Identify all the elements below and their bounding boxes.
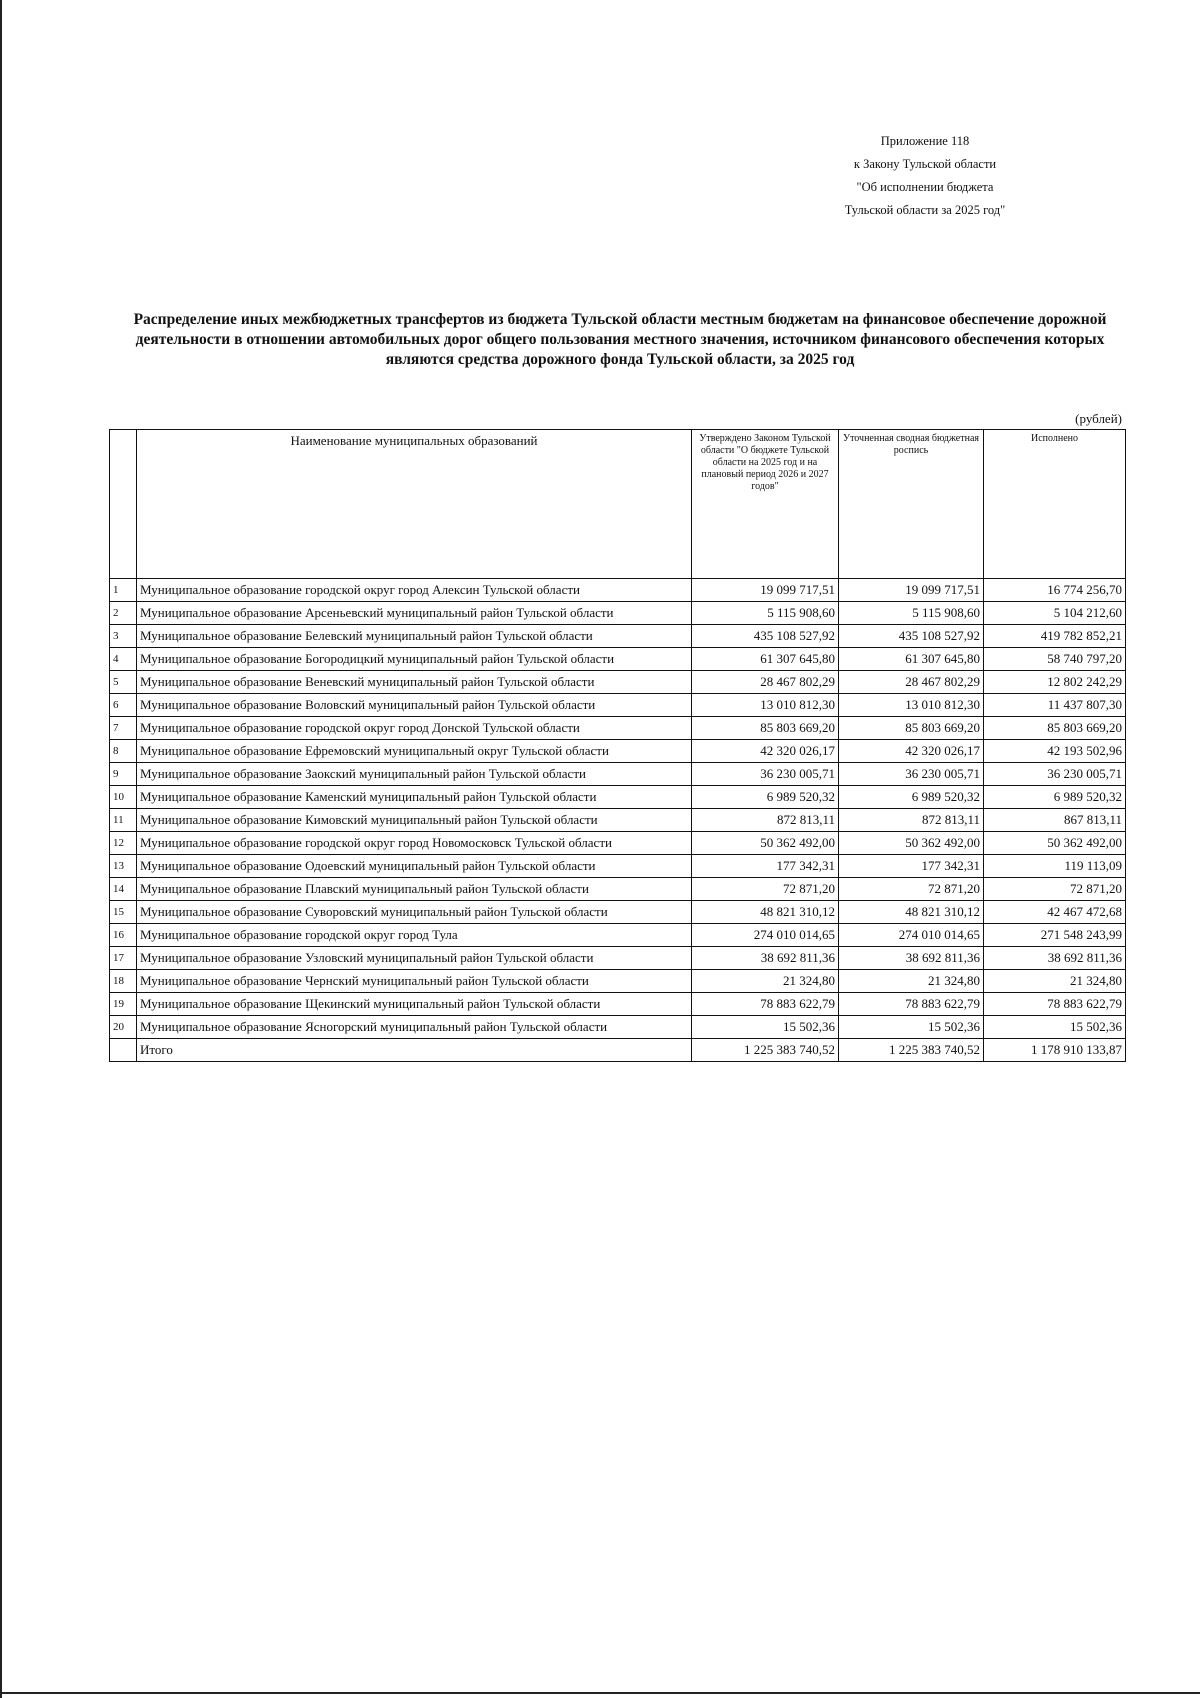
table-row [110, 832, 1126, 855]
municipality-name: Муниципальное образование Воловский муниципальный район Тульской области [137, 694, 692, 717]
row-number: 18 [110, 970, 137, 993]
row-number: 5 [110, 671, 137, 694]
table-row [110, 694, 1126, 717]
approved-amount: 13 010 812,30 [692, 694, 839, 717]
row-number: 7 [110, 717, 137, 740]
header-approved: Утверждено Законом Тульской области "О бюджете Тульской области на 2025 год и на плановый период 2026 и 2027 годов" [692, 430, 839, 579]
refined-amount: 177 342,31 [839, 855, 984, 878]
refined-amount: 36 230 005,71 [839, 763, 984, 786]
row-number: 15 [110, 901, 137, 924]
header-refined: Уточненная сводная бюджетная роспись [839, 430, 984, 579]
table-row [110, 671, 1126, 694]
executed-amount: 271 548 243,99 [984, 924, 1126, 947]
executed-amount: 119 113,09 [984, 855, 1126, 878]
municipality-name: Муниципальное образование городской округ город Тула [137, 924, 692, 947]
table-row [110, 970, 1126, 993]
refined-amount: 274 010 014,65 [839, 924, 984, 947]
table-row [110, 901, 1126, 924]
appendix-line-4: Тульской области за 2025 год" [844, 203, 1006, 217]
approved-amount: 78 883 622,79 [692, 993, 839, 1016]
total-refined: 1 225 383 740,52 [839, 1039, 984, 1062]
approved-amount: 435 108 527,92 [692, 625, 839, 648]
table-row [110, 855, 1126, 878]
table-row [110, 993, 1126, 1016]
municipality-name: Муниципальное образование Белевский муниципальный район Тульской области [137, 625, 692, 648]
approved-amount: 19 099 717,51 [692, 579, 839, 602]
executed-amount: 42 193 502,96 [984, 740, 1126, 763]
municipality-name: Муниципальное образование Арсеньевский муниципальный район Тульской области [137, 602, 692, 625]
table-row [110, 625, 1126, 648]
table-row [110, 924, 1126, 947]
executed-amount: 16 774 256,70 [984, 579, 1126, 602]
header-executed: Исполнено [984, 430, 1126, 579]
executed-amount: 11 437 807,30 [984, 694, 1126, 717]
approved-amount: 177 342,31 [692, 855, 839, 878]
refined-amount: 872 813,11 [839, 809, 984, 832]
row-number: 8 [110, 740, 137, 763]
row-number: 3 [110, 625, 137, 648]
refined-amount: 50 362 492,00 [839, 832, 984, 855]
row-number: 11 [110, 809, 137, 832]
row-number: 19 [110, 993, 137, 1016]
municipality-name: Муниципальное образование городской округ город Новомосковск Тульской области [137, 832, 692, 855]
refined-amount: 61 307 645,80 [839, 648, 984, 671]
municipality-name: Муниципальное образование Плавский муниципальный район Тульской области [137, 878, 692, 901]
executed-amount: 50 362 492,00 [984, 832, 1126, 855]
total-row [110, 1039, 1126, 1062]
table-row [110, 648, 1126, 671]
table-header [110, 430, 1126, 579]
row-number: 6 [110, 694, 137, 717]
municipality-name: Муниципальное образование Заокский муниципальный район Тульской области [137, 763, 692, 786]
approved-amount: 48 821 310,12 [692, 901, 839, 924]
refined-amount: 435 108 527,92 [839, 625, 984, 648]
appendix-line-3: "Об исполнении бюджета [856, 180, 994, 194]
table-footer [110, 1039, 1126, 1062]
table-row [110, 1016, 1126, 1039]
table-row [110, 786, 1126, 809]
row-number: 2 [110, 602, 137, 625]
table-row [110, 740, 1126, 763]
municipality-name: Муниципальное образование Ясногорский муниципальный район Тульской области [137, 1016, 692, 1039]
municipality-name: Муниципальное образование Щекинский муниципальный район Тульской области [137, 993, 692, 1016]
refined-amount: 78 883 622,79 [839, 993, 984, 1016]
approved-amount: 6 989 520,32 [692, 786, 839, 809]
executed-amount: 867 813,11 [984, 809, 1126, 832]
appendix-block [760, 130, 1090, 222]
executed-amount: 12 802 242,29 [984, 671, 1126, 694]
refined-amount: 85 803 669,20 [839, 717, 984, 740]
row-number: 17 [110, 947, 137, 970]
executed-amount: 15 502,36 [984, 1016, 1126, 1039]
executed-amount: 42 467 472,68 [984, 901, 1126, 924]
refined-amount: 15 502,36 [839, 1016, 984, 1039]
table-row [110, 602, 1126, 625]
executed-amount: 5 104 212,60 [984, 602, 1126, 625]
row-number: 1 [110, 579, 137, 602]
approved-amount: 872 813,11 [692, 809, 839, 832]
approved-amount: 85 803 669,20 [692, 717, 839, 740]
municipality-name: Муниципальное образование Ефремовский муниципальный округ Тульской области [137, 740, 692, 763]
refined-amount: 38 692 811,36 [839, 947, 984, 970]
approved-amount: 21 324,80 [692, 970, 839, 993]
approved-amount: 15 502,36 [692, 1016, 839, 1039]
refined-amount: 42 320 026,17 [839, 740, 984, 763]
row-number: 16 [110, 924, 137, 947]
row-number: 9 [110, 763, 137, 786]
executed-amount: 78 883 622,79 [984, 993, 1126, 1016]
executed-amount: 21 324,80 [984, 970, 1126, 993]
approved-amount: 38 692 811,36 [692, 947, 839, 970]
approved-amount: 5 115 908,60 [692, 602, 839, 625]
municipality-name: Муниципальное образование Одоевский муниципальный район Тульской области [137, 855, 692, 878]
table-row [110, 579, 1126, 602]
refined-amount: 72 871,20 [839, 878, 984, 901]
executed-amount: 38 692 811,36 [984, 947, 1126, 970]
transfers-table [109, 429, 1126, 1062]
executed-amount: 6 989 520,32 [984, 786, 1126, 809]
appendix-line-1: Приложение 118 [880, 134, 970, 148]
municipality-name: Муниципальное образование Узловский муниципальный район Тульской области [137, 947, 692, 970]
header-name: Наименование муниципальных образований [137, 430, 692, 579]
refined-amount: 5 115 908,60 [839, 602, 984, 625]
total-executed: 1 178 910 133,87 [984, 1039, 1126, 1062]
executed-amount: 419 782 852,21 [984, 625, 1126, 648]
row-number: 4 [110, 648, 137, 671]
approved-amount: 36 230 005,71 [692, 763, 839, 786]
row-number: 20 [110, 1016, 137, 1039]
scan-edge-left [0, 0, 2, 1698]
municipality-name: Муниципальное образование Суворовский муниципальный район Тульской области [137, 901, 692, 924]
total-approved: 1 225 383 740,52 [692, 1039, 839, 1062]
appendix-line-2: к Закону Тульской области [853, 157, 997, 171]
municipality-name: Муниципальное образование городской округ город Алексин Тульской области [137, 579, 692, 602]
refined-amount: 21 324,80 [839, 970, 984, 993]
table-row [110, 809, 1126, 832]
table-row [110, 763, 1126, 786]
executed-amount: 72 871,20 [984, 878, 1126, 901]
municipality-name: Муниципальное образование Чернский муниципальный район Тульской области [137, 970, 692, 993]
table-row [110, 947, 1126, 970]
row-number: 12 [110, 832, 137, 855]
approved-amount: 42 320 026,17 [692, 740, 839, 763]
refined-amount: 19 099 717,51 [839, 579, 984, 602]
refined-amount: 28 467 802,29 [839, 671, 984, 694]
approved-amount: 28 467 802,29 [692, 671, 839, 694]
refined-amount: 13 010 812,30 [839, 694, 984, 717]
municipality-name: Муниципальное образование Каменский муниципальный район Тульской области [137, 786, 692, 809]
table-body [110, 579, 1126, 1039]
document-title: Распределение иных межбюджетных трансфертов из бюджета Тульской области местным бюджетам на финансовое обеспечение дорожной деятельности в отношении автомобильных дорог общего пользования местного значения, источником финансового обеспечения которых являются средства дорожного фонда Тульской области, за 2025 год [133, 311, 1107, 368]
row-number: 10 [110, 786, 137, 809]
refined-amount: 6 989 520,32 [839, 786, 984, 809]
municipality-name: Муниципальное образование Богородицкий муниципальный район Тульской области [137, 648, 692, 671]
total-num [110, 1039, 137, 1062]
table-row [110, 878, 1126, 901]
approved-amount: 274 010 014,65 [692, 924, 839, 947]
row-number: 13 [110, 855, 137, 878]
table-row [110, 717, 1126, 740]
executed-amount: 36 230 005,71 [984, 763, 1126, 786]
municipality-name: Муниципальное образование Кимовский муниципальный район Тульской области [137, 809, 692, 832]
approved-amount: 61 307 645,80 [692, 648, 839, 671]
executed-amount: 85 803 669,20 [984, 717, 1126, 740]
scan-edge-bottom [0, 1692, 1200, 1694]
units-label: (рублей) [1075, 411, 1122, 426]
total-label: Итого [137, 1039, 692, 1062]
header-num [110, 430, 137, 579]
header-row [110, 430, 1126, 579]
approved-amount: 72 871,20 [692, 878, 839, 901]
row-number: 14 [110, 878, 137, 901]
municipality-name: Муниципальное образование городской округ город Донской Тульской области [137, 717, 692, 740]
executed-amount: 58 740 797,20 [984, 648, 1126, 671]
approved-amount: 50 362 492,00 [692, 832, 839, 855]
refined-amount: 48 821 310,12 [839, 901, 984, 924]
municipality-name: Муниципальное образование Веневский муниципальный район Тульской области [137, 671, 692, 694]
